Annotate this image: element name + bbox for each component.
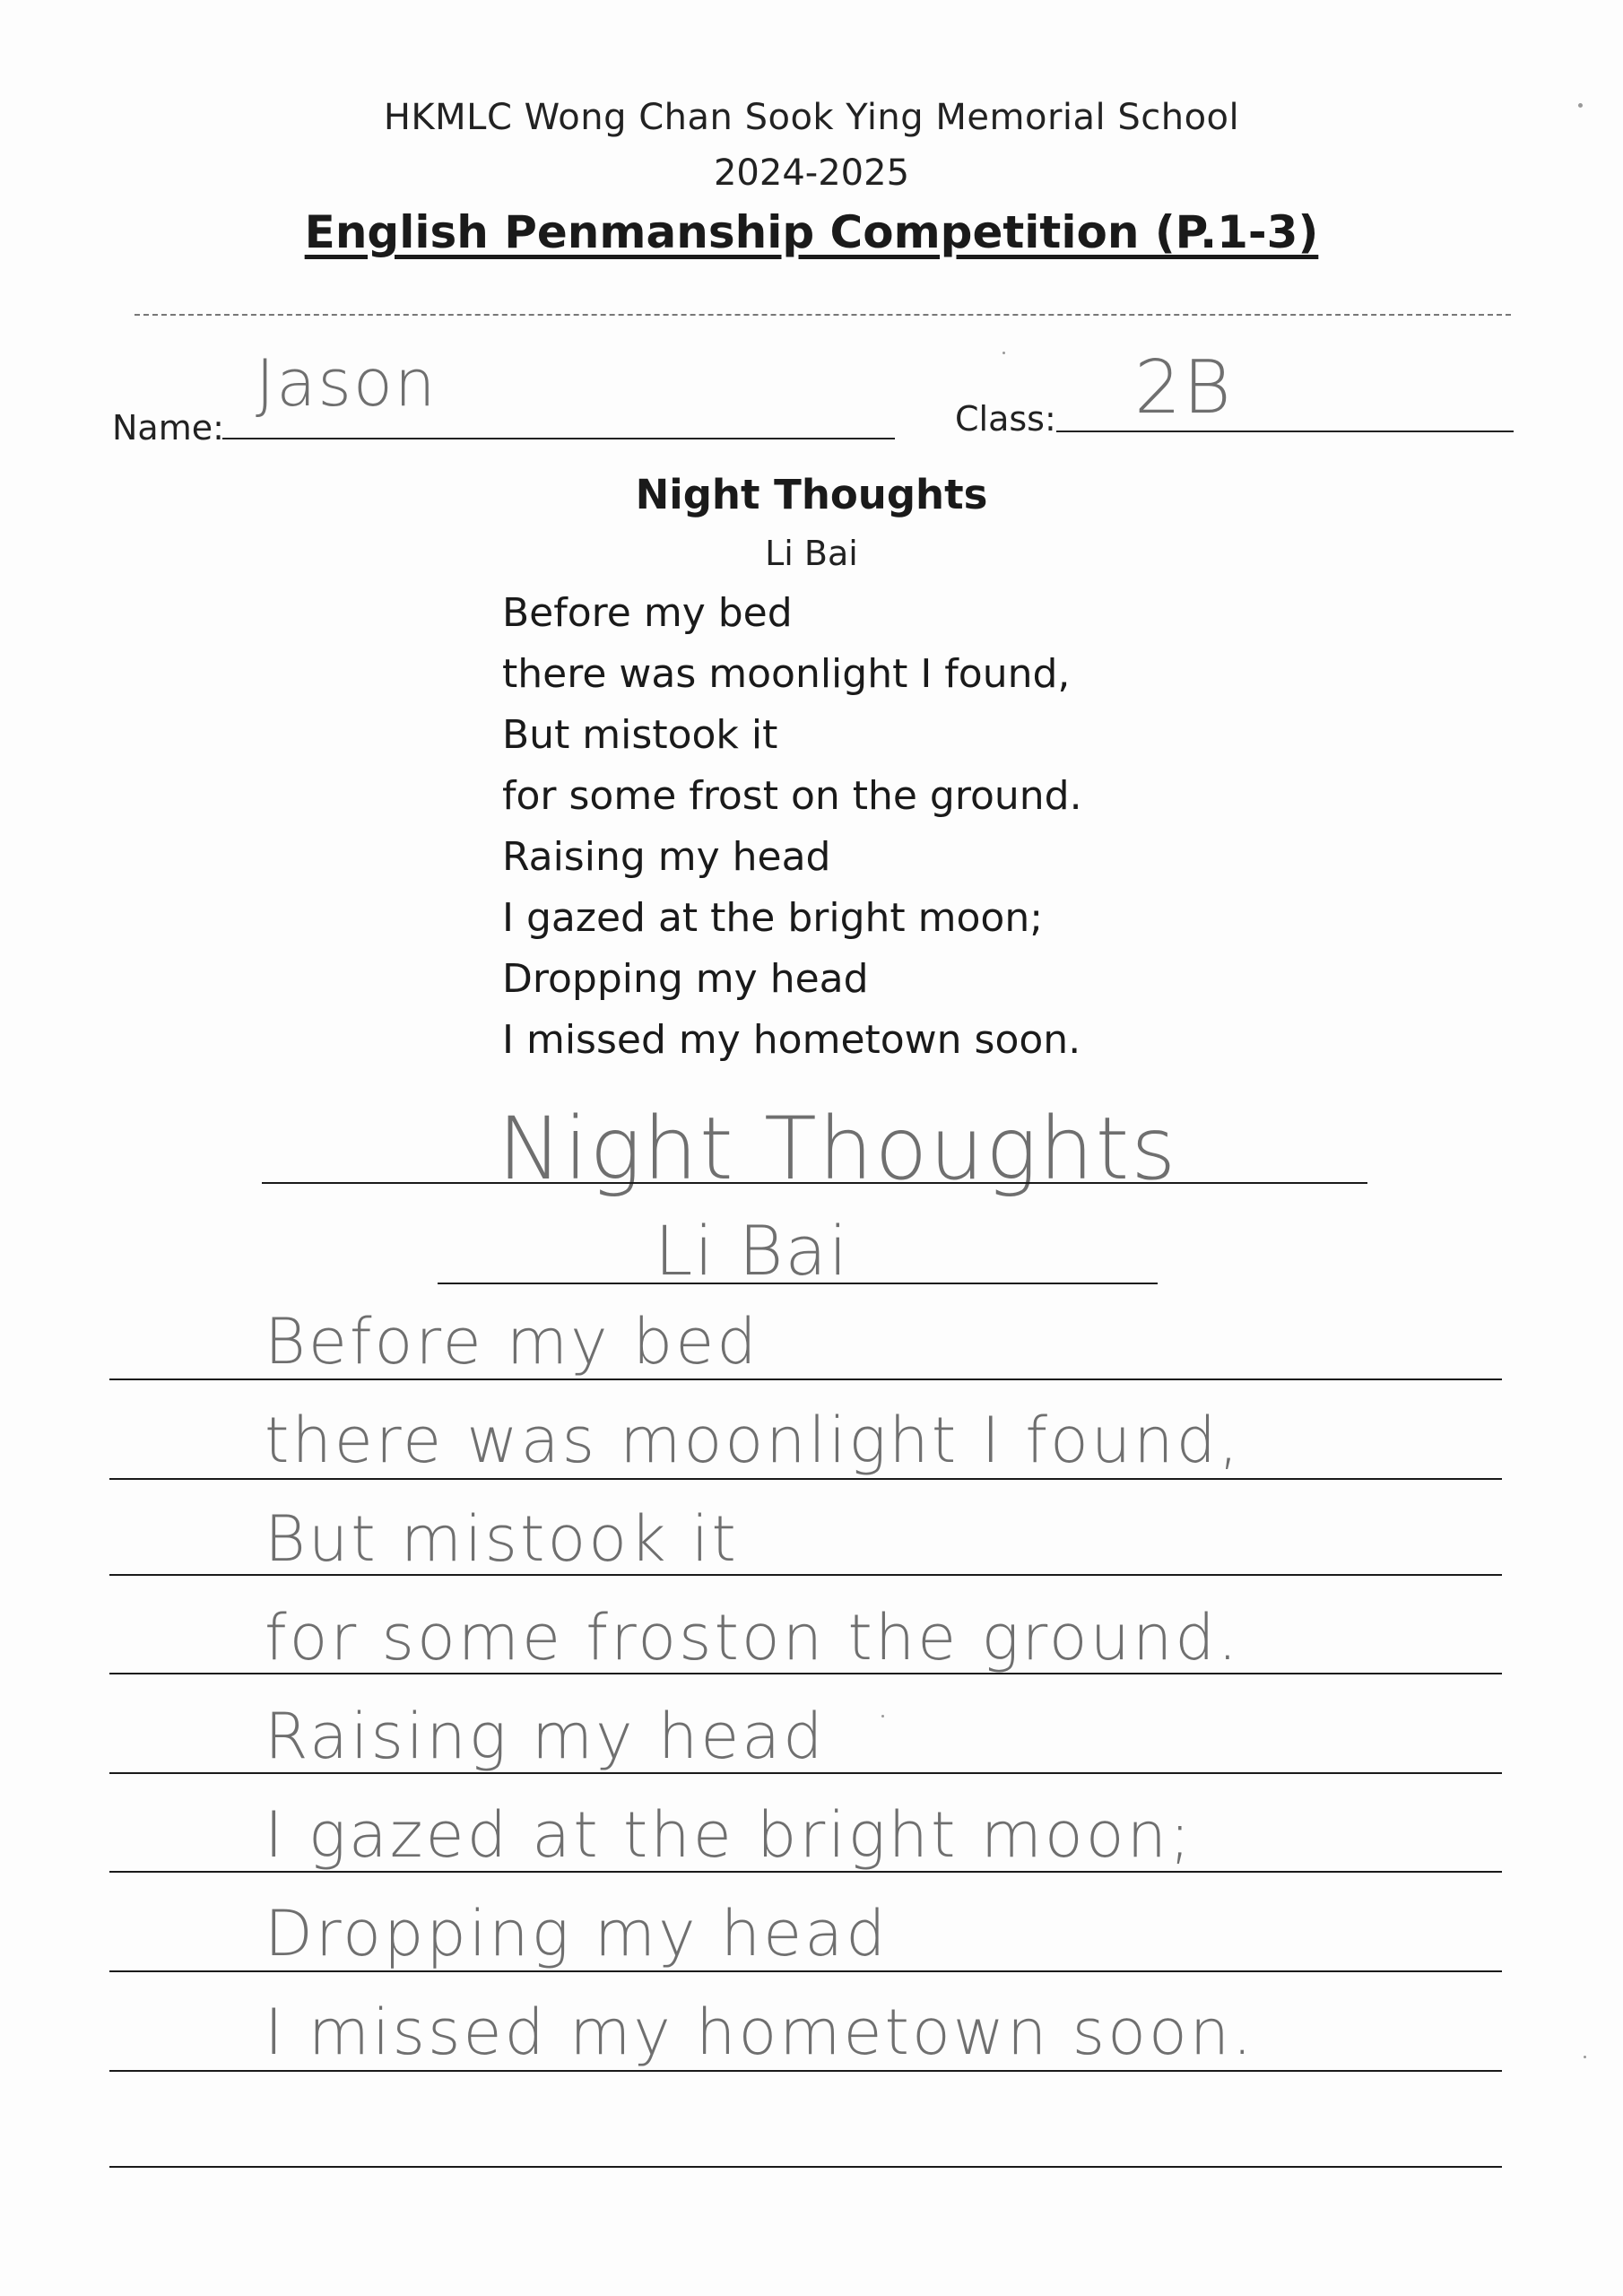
writing-line-author: [438, 1283, 1158, 1284]
writing-line-blank: [109, 2166, 1502, 2168]
name-handwritten: Jason: [256, 345, 438, 421]
competition-title: English Penmanship Competition (P.1-3): [304, 206, 1319, 258]
writing-line: [109, 1772, 1502, 1774]
writing-line: [109, 2070, 1502, 2072]
poem-line: Before my bed: [502, 590, 793, 636]
handwritten-title: Night Thoughts: [498, 1099, 1178, 1199]
class-handwritten: 2B: [1134, 345, 1233, 430]
class-label: Class:: [955, 399, 1056, 439]
writing-line: [109, 1871, 1502, 1873]
handwritten-line: there was moonlight I found,: [265, 1404, 1242, 1477]
poem-line: for some frost on the ground.: [502, 773, 1082, 819]
scan-speck: [1584, 2056, 1586, 2058]
handwritten-line: for some froston the ground.: [265, 1601, 1240, 1674]
scan-speck: [1002, 352, 1005, 354]
poem-line: I gazed at the bright moon;: [502, 895, 1044, 941]
handwritten-line: I gazed at the bright moon;: [265, 1798, 1193, 1872]
poem-line: Raising my head: [502, 834, 831, 880]
scan-speck: [881, 1715, 884, 1718]
writing-line: [109, 1478, 1502, 1480]
poem-text: [502, 583, 1082, 1071]
handwritten-line: But mistook it: [265, 1502, 739, 1576]
dashed-divider: [135, 314, 1511, 316]
handwritten-line: Before my bed: [265, 1305, 759, 1378]
writing-line-title: [262, 1182, 1367, 1184]
school-year: 2024-2025: [713, 152, 910, 194]
handwritten-line: Raising my head: [265, 1700, 826, 1773]
writing-line: [109, 1673, 1502, 1674]
poem-line: But mistook it: [502, 712, 778, 758]
school-name: HKMLC Wong Chan Sook Ying Memorial School: [383, 97, 1240, 138]
name-label: Name:: [112, 408, 224, 448]
poem-line: Dropping my head: [502, 956, 869, 1002]
writing-line: [109, 1574, 1502, 1576]
poem-line: I missed my hometown soon.: [502, 1017, 1081, 1063]
handwritten-line: I missed my hometown soon.: [265, 1996, 1255, 2069]
handwritten-author: Li Bai: [655, 1211, 850, 1291]
writing-line: [109, 1378, 1502, 1380]
poem-title: Night Thoughts: [635, 471, 988, 518]
poem-author: Li Bai: [765, 534, 858, 573]
handwritten-line: Dropping my head: [265, 1897, 889, 1970]
class-line: [1056, 430, 1514, 432]
writing-line: [109, 1970, 1502, 1972]
name-line: [222, 438, 895, 439]
scan-speck: [1578, 103, 1583, 108]
poem-line: there was moonlight I found,: [502, 651, 1071, 697]
